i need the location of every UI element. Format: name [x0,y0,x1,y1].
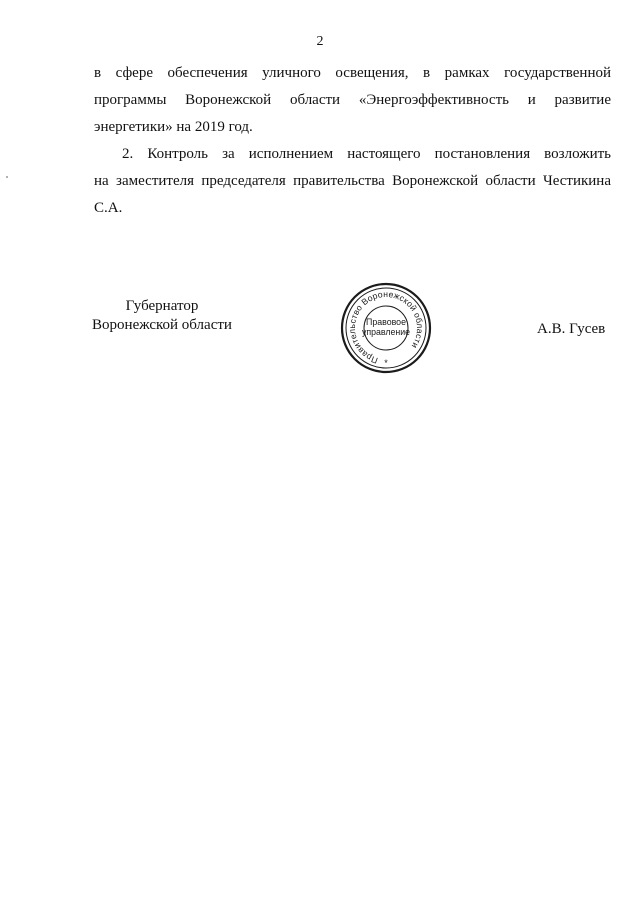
page-number: 2 [316,34,324,49]
paragraph-2 [94,141,611,222]
signature-title-line-2: Воронежской области [92,317,232,333]
stamp-center-line-2: управление [361,327,411,337]
paragraph-1 [94,60,611,141]
stamp-ring-text: Правительство Воронежской области [346,288,426,366]
signature-name: А.В. Гусев [537,321,606,337]
paragraph-2-line-3: С.А. [94,200,123,216]
paragraph-1-line-2: программы Воронежской области «Энергоэффективность и развитие [94,92,611,108]
stamp-graphic [340,282,432,374]
paragraph-2-line-2: на заместителя председателя правительства Воронежской области Честикина [94,173,611,189]
paragraph-2-line-1: 2. Контроль за исполнением настоящего постановления возложить [122,146,611,162]
official-stamp [340,282,432,374]
paragraph-1-line-3: энергетики» на 2019 год. [94,119,253,135]
stamp-center-line-1: Правовое [366,317,406,327]
signature-title [82,297,242,335]
stamp-star-icon: * [384,358,388,368]
signature-title-line-1: Губернатор [125,298,199,314]
scan-speck [6,176,8,178]
paragraph-1-line-1: в сфере обеспечения уличного освещения, в рамках государственной [94,65,611,81]
